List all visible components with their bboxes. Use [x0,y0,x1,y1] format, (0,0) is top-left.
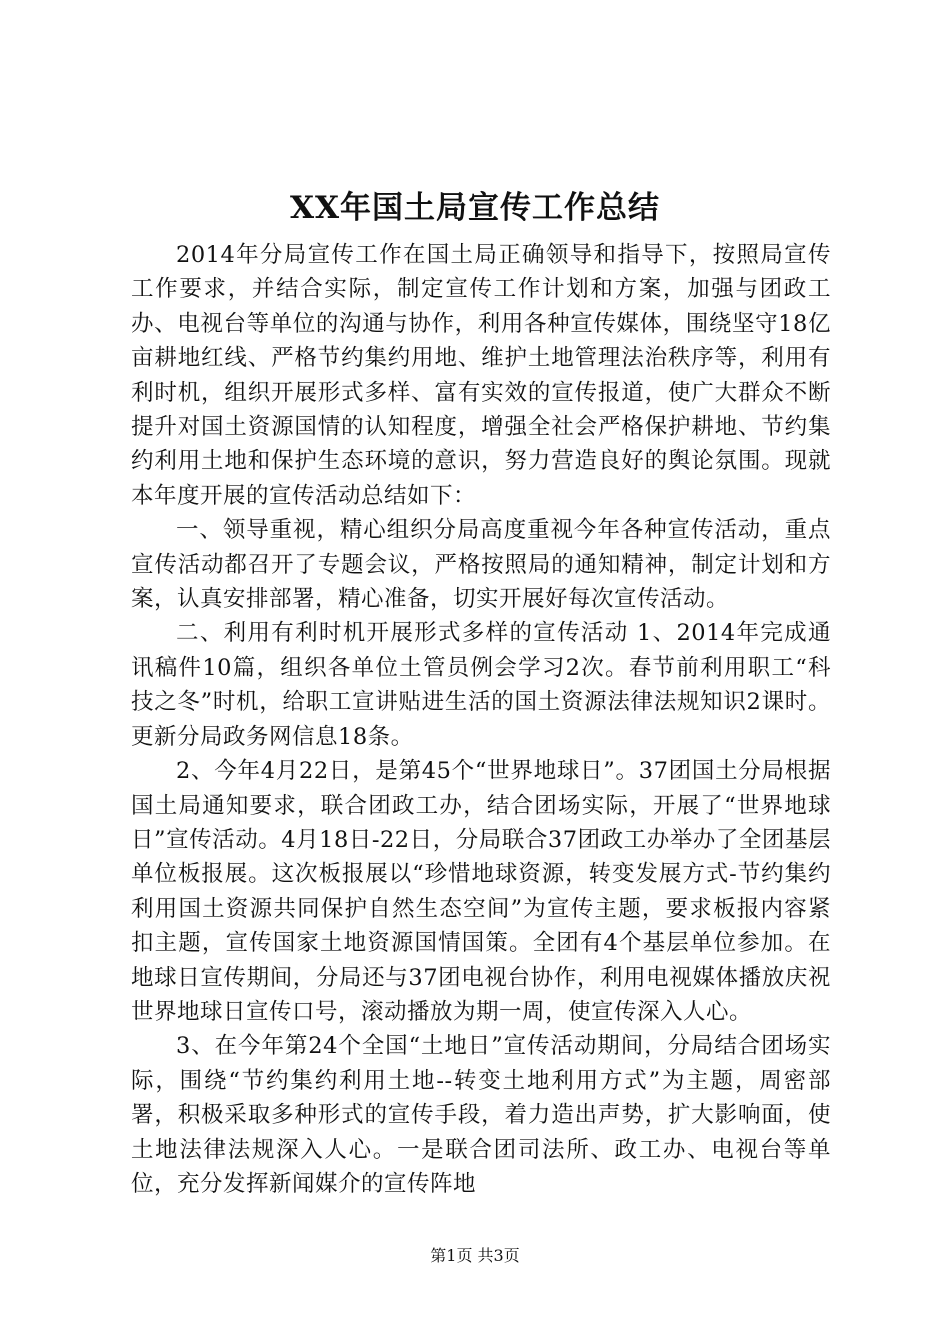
document-title: XX年国土局宣传工作总结 [289,190,661,226]
paragraph-section-1: 一、领导重视，精心组织分局高度重视今年各种宣传活动，重点宣传活动都召开了专题会议，严格按照局的通知精神，制定计划和方案，认真安排部署，精心准备，切实开展好每次宣传活动。 [131,517,831,613]
paragraph-earth-day: 2、今年4月22日，是第45个“世界地球日”。37团国土分局根据国土局通知要求，联合团政工办，结合团场实际，开展了“世界地球日”宣传活动。4月18日-22日，分局联合37团政工办举办了全团基层单位板报展。这次板报展以“珍惜地球资源，转变发展方式-节约集约利用国土资源共同保护自然生态空间”为宣传主题，要求板报内容紧扣主题，宣传国家土地资源国情国策。全团有4个基层单位参加。在地球日宣传期间，分局还与37团电视台协作，利用电视媒体播放庆祝世界地球日宣传口号，滚动播放为期一周，使宣传深入人心。 [131,758,831,1025]
paragraph-land-day: 3、在今年第24个全国“土地日”宣传活动期间，分局结合团场实际，围绕“节约集约利用土地--转变土地利用方式”为主题，周密部署，积极采取多种形式的宣传手段，着力造出声势，扩大影响面，使土地法律法规深入人心。一是联合团司法所、政工办、电视台等单位，充分发挥新闻媒介的宣传阵地 [131,1033,831,1197]
paragraph-intro: 2014年分局宣传工作在国土局正确领导和指导下，按照局宣传工作要求，并结合实际，制定宣传工作计划和方案，加强与团政工办、电视台等单位的沟通与协作，利用各种宣传媒体，围绕坚守18亿亩耕地红线、严格节约集约用地、维护土地管理法治秩序等，利用有利时机，组织开展形式多样、富有实效的宣传报道，使广大群众不断提升对国土资源国情的认知程度，增强全社会严格保护耕地、节约集约利用土地和保护生态环境的意识，努力营造良好的舆论氛围。现就本年度开展的宣传活动总结如下： [131,242,831,509]
document-body [131,238,831,1201]
page-number-footer: 第1页 共3页 [430,1246,520,1265]
paragraph-section-2: 二、利用有利时机开展形式多样的宣传活动 1、2014年完成通讯稿件10篇，组织各单位土管员例会学习2次。春节前利用职工“科技之冬”时机，给职工宣讲贴进生活的国土资源法律法规知识2课时。更新分局政务网信息18条。 [131,620,831,750]
